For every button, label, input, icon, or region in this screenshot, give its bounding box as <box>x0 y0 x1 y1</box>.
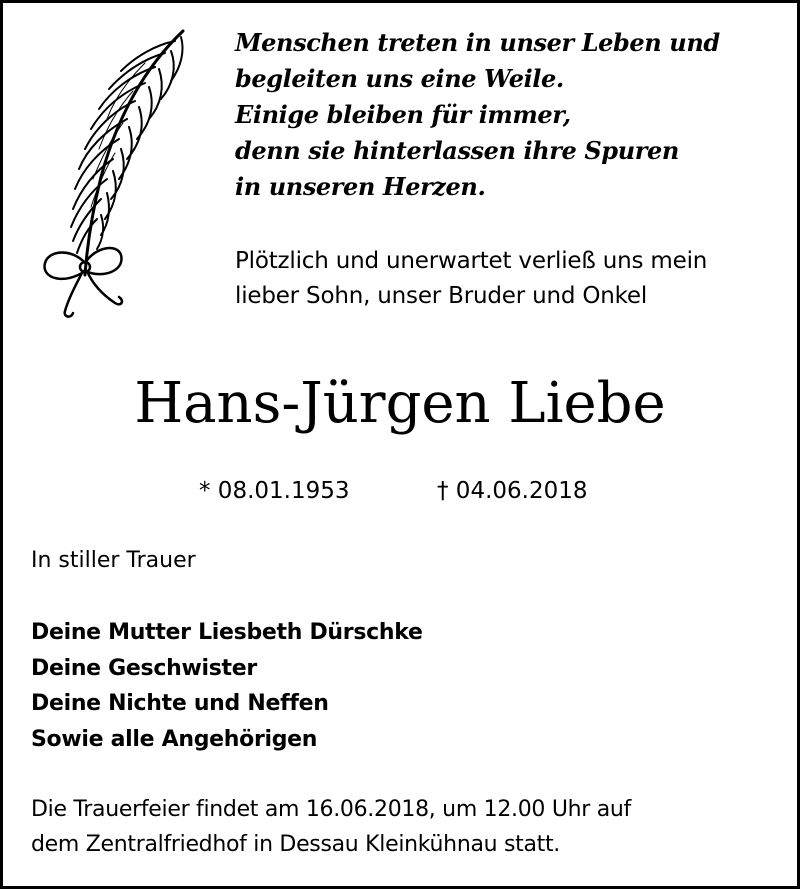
poem-line: Einige bleiben für immer, <box>235 100 571 129</box>
mourner-line: Deine Geschwister <box>31 655 257 681</box>
poem-line: in unseren Herzen. <box>235 172 486 201</box>
mourner-line: Deine Nichte und Neffen <box>31 691 329 716</box>
mourning-heading: In stiller Trauer <box>31 548 196 573</box>
poem-line: begleiten uns eine Weile. <box>235 64 564 93</box>
intro-line: Plötzlich und unerwartet verließ uns mein <box>235 248 708 274</box>
poem <box>235 25 720 205</box>
birth-date: * 08.01.1953 <box>199 478 350 504</box>
funeral-line: dem Zentralfriedhof in Dessau Kleinkühnau statt. <box>31 832 561 857</box>
poem-line: Menschen treten in unser Leben und <box>235 28 720 57</box>
death-date: † 04.06.2018 <box>437 478 588 504</box>
funeral-details <box>31 792 631 862</box>
mourner-line: Deine Mutter Liesbeth Dürschke <box>31 620 423 645</box>
poem-line: denn sie hinterlassen ihre Spuren <box>235 136 679 165</box>
deceased-name: Hans-Jürgen Liebe <box>134 371 666 436</box>
mourners-list <box>31 615 423 757</box>
announcement-intro <box>235 244 707 314</box>
feather-with-ribbon-icon <box>25 27 215 327</box>
funeral-line: Die Trauerfeier findet am 16.06.2018, um 12.00 Uhr auf <box>31 797 631 822</box>
mourner-line: Sowie alle Angehörigen <box>31 726 318 752</box>
intro-line: lieber Sohn, unser Bruder und Onkel <box>235 283 648 309</box>
